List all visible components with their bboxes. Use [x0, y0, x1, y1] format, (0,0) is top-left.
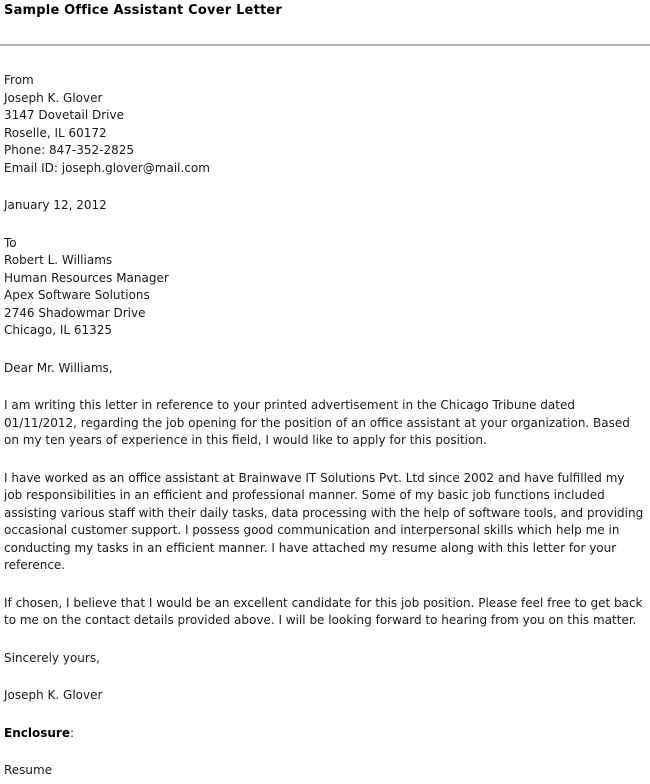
- recipient-title: Human Resources Manager: [4, 270, 169, 285]
- from-label: From: [4, 73, 34, 87]
- top-divider: [0, 44, 650, 46]
- recipient-street: 2746 Shadowmar Drive: [4, 305, 146, 320]
- letter-date: January 12, 2012: [4, 198, 107, 212]
- recipient-address-block: [4, 235, 645, 340]
- to-label: To: [4, 235, 17, 250]
- enclosure-line: [4, 725, 645, 743]
- body-paragraph-3: If chosen, I believe that I would be an excellent candidate for this job position. Please feel free to get back to me on the contact details provided above. I will be looking forward to hearing from you on this matter.: [4, 595, 643, 627]
- enclosure-colon: :: [69, 725, 74, 740]
- page-title: Sample Office Assistant Cover Letter: [4, 3, 283, 18]
- sender-street: 3147 Dovetail Drive: [4, 108, 124, 122]
- recipient-name: Robert L. Williams: [4, 253, 113, 267]
- body-paragraph-1: I am writing this letter in reference to your printed advertisement in the Chicago Tribune dated 01/11/2012, regarding the job opening for the position of an office assistant at your organization. Based on my ten years of experience in this field, I would like to apply for this position.: [4, 398, 630, 447]
- sender-name: Joseph K. Glover: [4, 90, 103, 105]
- enclosure-item: Resume: [4, 763, 53, 777]
- closing: Sincerely yours,: [4, 650, 100, 665]
- recipient-company: Apex Software Solutions: [4, 288, 150, 302]
- body-paragraph-2: I have worked as an office assistant at Brainwave IT Solutions Pvt. Ltd since 2002 and have fulfilled my job responsibilities in an efficient and professional manner. Some of my basic job functions included assisting various staff with their daily tasks, data processing with the help of software tools, and providing occasional customer support. I possess good communication and interpersonal skills which help me in conducting my tasks in an efficient manner. I have attached my resume along with this letter for your reference.: [4, 470, 644, 572]
- sender-phone: Phone: 847-352-2825: [4, 143, 135, 157]
- recipient-city: Chicago, IL 61325: [4, 323, 113, 337]
- salutation: Dear Mr. Williams,: [4, 360, 113, 375]
- sender-city: Roselle, IL 60172: [4, 125, 107, 140]
- sender-email: Email ID: joseph.glover@mail.com: [4, 160, 210, 175]
- enclosure-label: Enclosure: [4, 725, 70, 740]
- sender-address-block: [4, 72, 645, 177]
- signature-name: Joseph K. Glover: [4, 688, 103, 702]
